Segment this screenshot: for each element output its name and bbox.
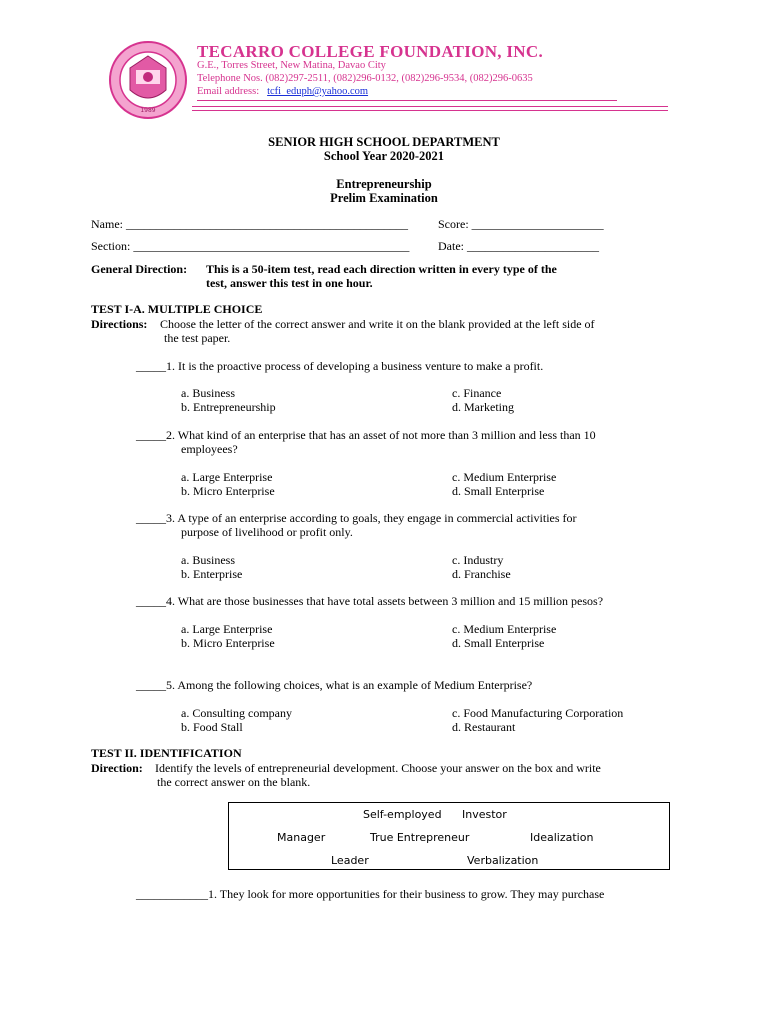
question-3: _____3. A type of an enterprise according to goals, they engage in commercial activities for (136, 511, 577, 525)
q3-option-b: b. Enterprise (181, 567, 243, 581)
test1-directions-line1: Choose the letter of the correct answer and write it on the blank provided at the left side of (160, 317, 595, 331)
q5-option-c: c. Food Manufacturing Corporation (452, 706, 624, 720)
choice-idealization: Idealization (530, 831, 594, 844)
q2-option-b: b. Micro Enterprise (181, 484, 275, 498)
college-phone: Telephone Nos. (082)297-2511, (082)296-0132, (082)296-9534, (082)296-0635 (197, 73, 533, 84)
college-name: TECARRO COLLEGE FOUNDATION, INC. (197, 42, 544, 61)
test1-title: TEST I-A. MULTIPLE CHOICE (91, 302, 263, 316)
test2-title: TEST II. IDENTIFICATION (91, 746, 242, 760)
test2-direction-line2: the correct answer on the blank. (157, 775, 311, 789)
q4-option-b: b. Micro Enterprise (181, 636, 275, 650)
email-link[interactable]: tcfi_eduph@yahoo.com (267, 86, 369, 97)
section-field[interactable]: Section: ______________________________________________ (91, 239, 410, 253)
college-email-row (197, 86, 368, 97)
choice-leader: Leader (331, 854, 369, 867)
q2-option-c: c. Medium Enterprise (452, 470, 557, 484)
q5-option-d: d. Restaurant (452, 720, 516, 734)
date-field[interactable]: Date: ______________________ (438, 239, 599, 253)
q1-option-c: c. Finance (452, 386, 502, 400)
q2-option-d: d. Small Enterprise (452, 484, 545, 498)
choice-verbalization: Verbalization (467, 854, 539, 867)
identification-item-1: ____________1. They look for more opportunities for their business to grow. They may purchase (136, 887, 605, 901)
q4-option-d: d. Small Enterprise (452, 636, 545, 650)
q3-option-a: a. Business (181, 553, 235, 567)
q1-option-a: a. Business (181, 386, 235, 400)
q3-option-d: d. Franchise (452, 567, 511, 581)
exam-title: Prelim Examination (330, 191, 438, 205)
question-3-cont: purpose of livelihood or profit only. (181, 525, 353, 539)
general-direction-line1: This is a 50-item test, read each direction written in every type of the (206, 262, 557, 276)
general-direction-line2: test, answer this test in one hour. (206, 276, 373, 290)
score-field[interactable]: Score: ______________________ (438, 217, 604, 231)
school-year: School Year 2020-2021 (323, 149, 445, 163)
choice-self-employed: Self-employed (363, 808, 442, 821)
question-4: _____4. What are those businesses that have total assets between 3 million and 15 million pesos? (136, 594, 604, 608)
college-address: G.E., Torres Street, New Matina, Davao City (197, 60, 386, 71)
email-label: Email address: (197, 86, 260, 97)
question-2-cont: employees? (181, 442, 238, 456)
question-5: _____5. Among the following choices, what is an example of Medium Enterprise? (136, 678, 533, 692)
subject-title: Entrepreneurship (336, 177, 432, 191)
department-title: SENIOR HIGH SCHOOL DEPARTMENT (268, 135, 500, 149)
q5-option-a: a. Consulting company (181, 706, 292, 720)
header-divider-double (192, 106, 668, 111)
q1-option-b: b. Entrepreneurship (181, 400, 276, 414)
choice-investor: Investor (462, 808, 507, 821)
question-2: _____2. What kind of an enterprise that has an asset of not more than 3 million and less than 10 (136, 428, 596, 442)
header-divider-thin (197, 100, 617, 101)
choice-manager: Manager (277, 831, 326, 844)
logo-year: 1989 (140, 107, 156, 114)
q4-option-c: c. Medium Enterprise (452, 622, 557, 636)
name-field[interactable]: Name: _______________________________________________ (91, 217, 408, 231)
test2-direction-label: Direction: (91, 761, 143, 775)
q4-option-a: a. Large Enterprise (181, 622, 273, 636)
q1-option-d: d. Marketing (452, 400, 514, 414)
choice-true-entrepreneur: True Entrepreneur (370, 831, 470, 844)
q2-option-a: a. Large Enterprise (181, 470, 273, 484)
test2-direction-line1: Identify the levels of entrepreneurial development. Choose your answer on the box and write (155, 761, 601, 775)
test1-directions-label: Directions: (91, 317, 148, 331)
general-direction-label: General Direction: (91, 262, 188, 276)
q3-option-c: c. Industry (452, 553, 504, 567)
question-1: _____1. It is the proactive process of developing a business venture to make a profit. (136, 359, 544, 373)
q5-option-b: b. Food Stall (181, 720, 243, 734)
college-logo (108, 40, 188, 120)
test1-directions-line2: the test paper. (164, 331, 231, 345)
